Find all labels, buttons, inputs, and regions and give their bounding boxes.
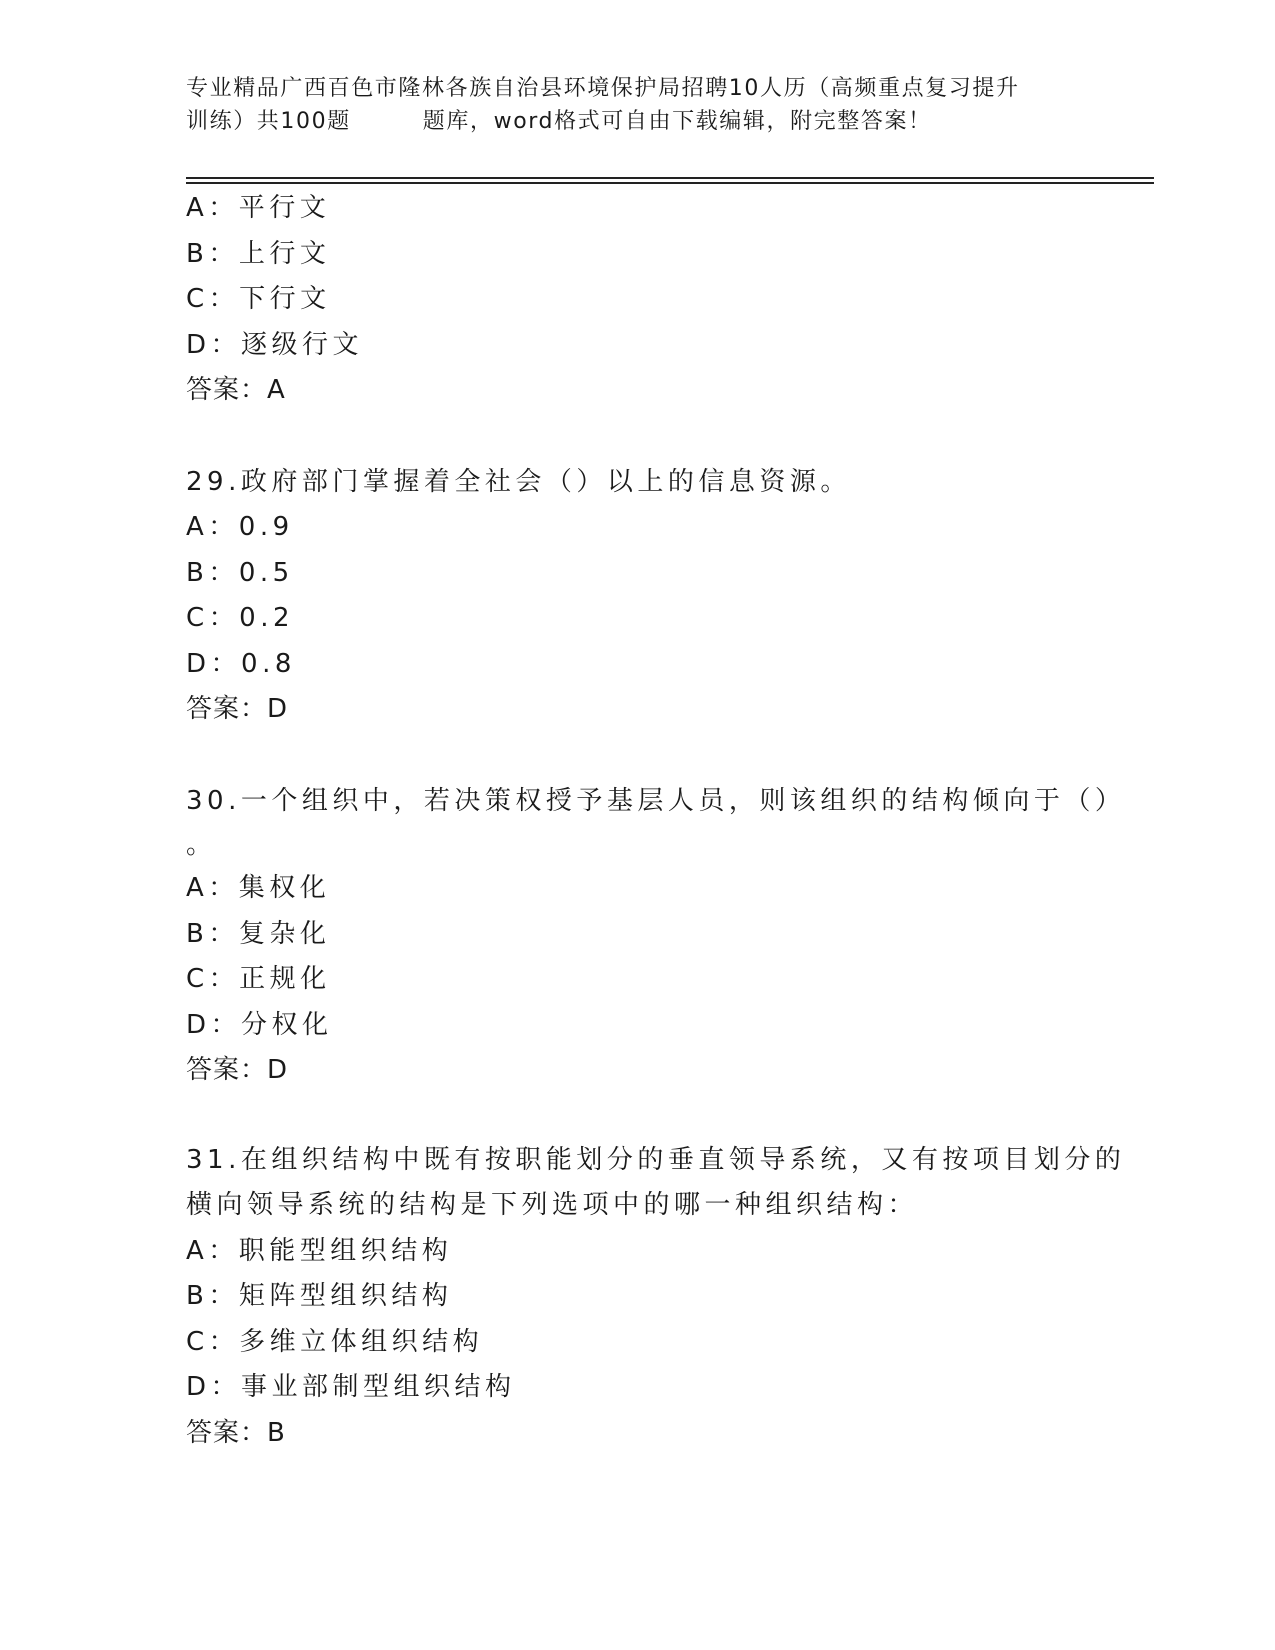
header-divider-bottom [186,182,1154,184]
question-29 [186,460,1086,733]
question-stem-continuation: 横向领导系统的结构是下列选项中的哪一种组织结构： [186,1190,919,1220]
question-stem-continuation: 。 [186,830,217,860]
question-stem: 29.政府部门掌握着全社会（）以上的信息资源。 [186,466,851,497]
question-list [186,186,1126,1456]
option-b: B：0.5 [186,557,294,588]
option-a: A：0.9 [186,512,294,542]
option-b: B：上行文 [186,238,331,269]
header-title-part-1: 训练）共100题 [186,109,351,134]
answer-line: 答案：D [186,694,289,724]
option-d: D：逐级行文 [186,329,364,360]
option-a: A：职能型组织结构 [186,1235,453,1266]
header-divider-top [186,177,1154,179]
option-c: C：多维立体组织结构 [186,1326,484,1357]
answer-line: 答案：A [186,375,286,405]
header-title-part-2: 题库，word格式可自由下载编辑，附完整答案！ [422,109,932,134]
option-c: C：0.2 [186,603,295,633]
option-d: D：0.8 [186,648,296,679]
header-title-line-1: 专业精品广西百色市隆林各族自治县环境保护局招聘10人历（高频重点复习提升 [186,76,1020,101]
question-30 [186,779,1126,1094]
question-stem: 30.一个组织中，若决策权授予基层人员，则该组织的结构倾向于（） [186,785,1126,816]
option-d: D：分权化 [186,1009,333,1040]
option-a: A：集权化 [186,873,331,903]
answer-line: 答案：B [186,1417,286,1448]
option-d: D：事业部制型组织结构 [186,1372,516,1402]
option-c: C：下行文 [186,284,331,314]
option-a: A：平行文 [186,193,331,223]
question-28 [186,186,1086,414]
option-c: C：正规化 [186,964,331,994]
question-stem: 31.在组织结构中既有按职能划分的垂直领导系统，又有按项目划分的 [186,1144,1126,1175]
header-title-line-2 [186,105,1086,138]
question-31 [186,1138,1126,1457]
answer-line: 答案：D [186,1055,289,1085]
option-b: B：复杂化 [186,918,331,949]
document-header [186,72,1086,138]
option-b: B：矩阵型组织结构 [186,1281,453,1311]
